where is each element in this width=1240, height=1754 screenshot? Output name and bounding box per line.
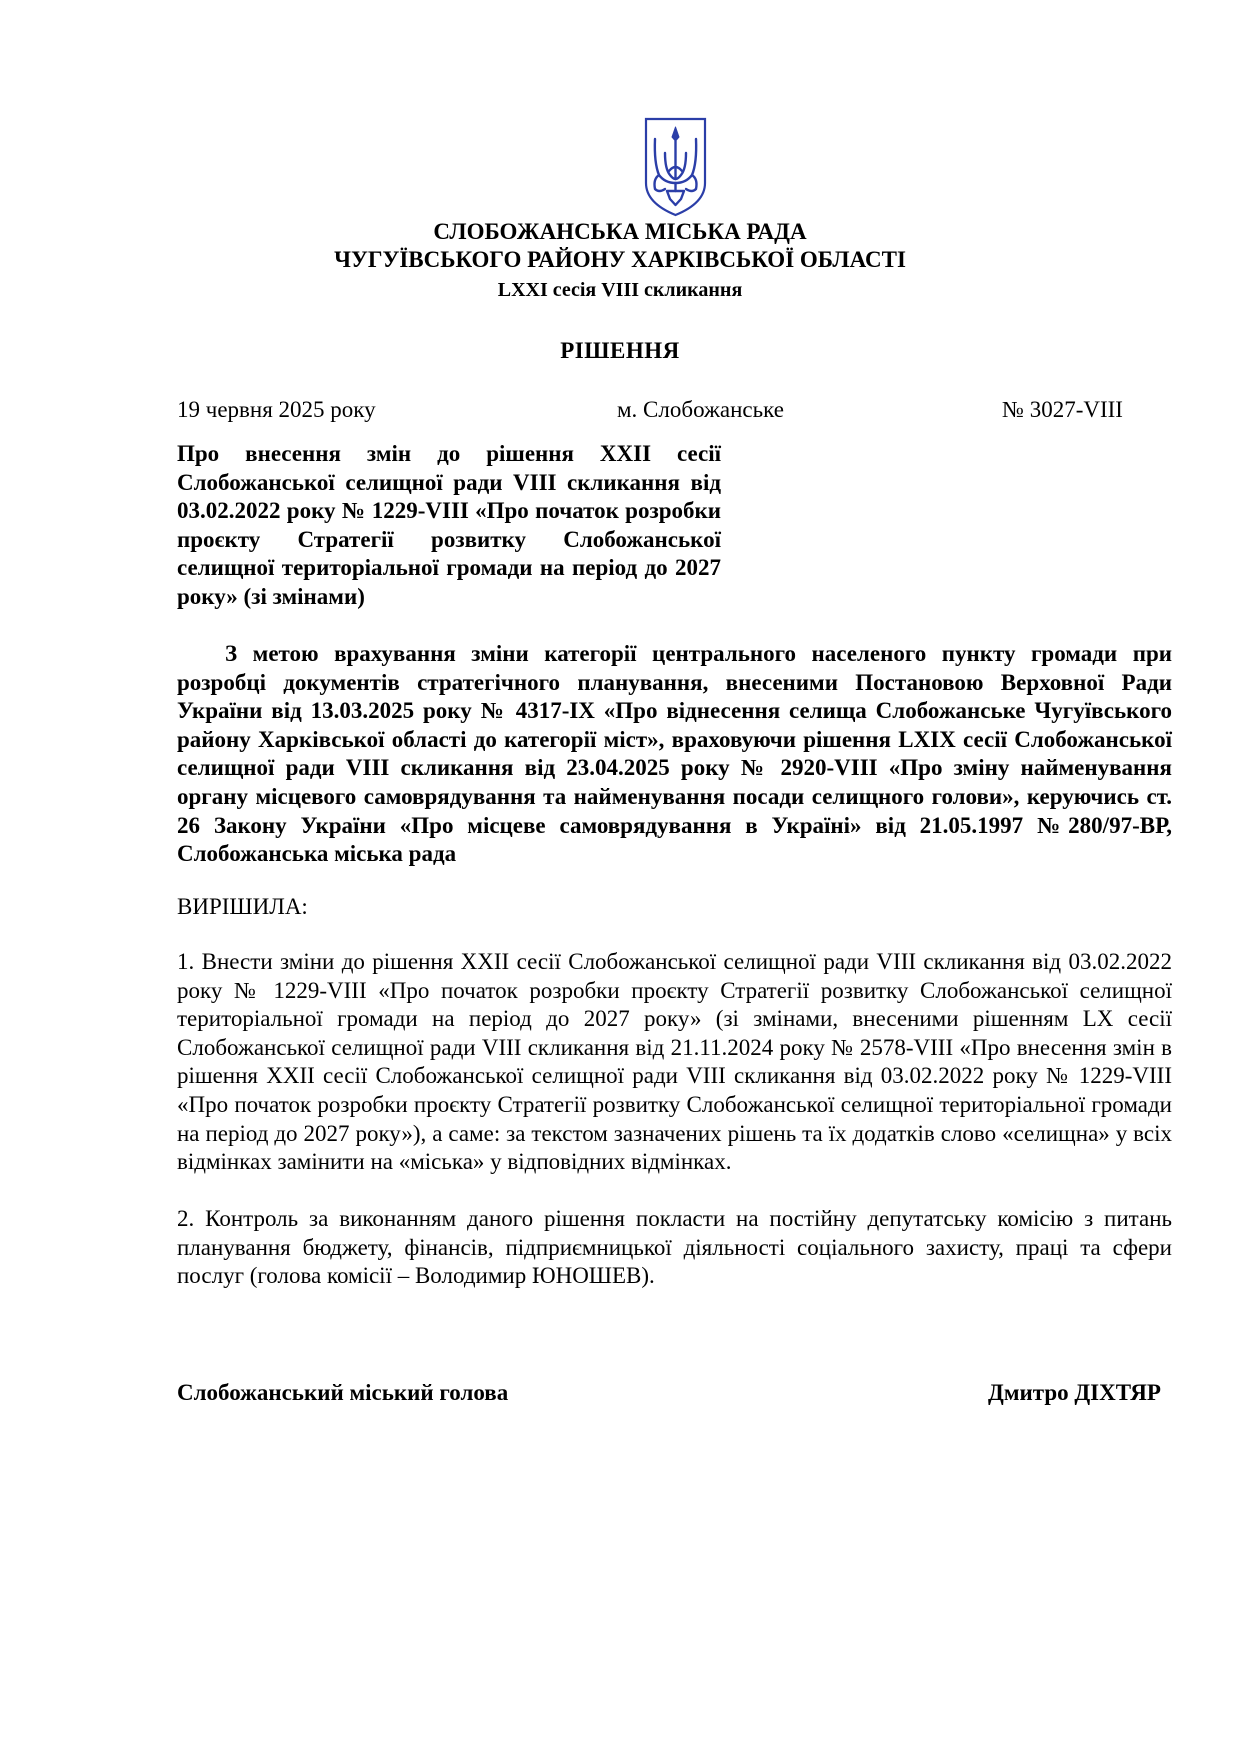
decided-label: ВИРІШИЛА:	[177, 894, 308, 919]
session-line: LXXI сесія VIII скликання	[497, 279, 743, 301]
decision-preamble: З метою врахування зміни категорії центрального населеного пункту громади при розробці документів стратегічного планування, внесеними Постановою Верховної Ради України від 13.03.2025 року № 4317-IX «Про віднесення селища Слобожанське Чугуївського району Харківської області до категорії міст», враховуючи рішення LXIX сесії Слобожанської селищної ради VIII скликання від 23.04.2025 року № 2920-VIII «Про зміну найменування органу місцевого самоврядування та найменування посади селищного голови», керуючись ст. 26 Закону України «Про місцеве самоврядування в Україні» від 21.05.1997 №280/97-ВР, Слобожанська міська рада	[177, 641, 1172, 867]
council-district: ЧУГУЇВСЬКОГО РАЙОНУ ХАРКІВСЬКОЇ ОБЛАСТІ	[334, 247, 906, 272]
document-date: 19 червня 2025 року	[177, 397, 376, 422]
decision-item-1: 1. Внести зміни до рішення XXII сесії Слобожанської селищної ради VIII скликання від 03.02.2022 року № 1229-VIII «Про початок розробки проєкту Стратегії розвитку Слобожанської селищної територіальної громади на період до 2027 року» (зі змінами, внесеними рішенням LX сесії Слобожанської селищної ради VIII скликання від 21.11.2024 року № 2578-VIII «Про внесення змін в рішення XXII сесії Слобожанської селищної ради VIII скликання від 03.02.2022 року № 1229-VIII «Про початок розробки проєкту Стратегії розвитку Слобожанської селищної територіальної громади на період до 2027 року»), а саме: за текстом зазначених рішень та їх додатків слово «селищна» у всіх відмінках замінити на «міська» у відповідних відмінках.	[177, 949, 1172, 1175]
decision-subject: Про внесення змін до рішення XXII сесії Слобожанської селищної ради VIII скликання від 03.02.2022 року № 1229-VIII «Про початок розробки проєкту Стратегії розвитку Слобожанської селищної територіальної громади на період до 2027 року» (зі змінами)	[177, 441, 721, 609]
document-type-title: РІШЕННЯ	[560, 338, 680, 363]
decision-item-2: 2. Контроль за виконанням даного рішення покласти на постійну депутатську комісію з питань планування бюджету, фінансів, підприємницької діяльності соціального захисту, праці та сфери послуг (голова комісії – Володимир ЮНОШЕВ).	[177, 1206, 1172, 1289]
document-place: м. Слобожанське	[617, 397, 784, 422]
document-number: № 3027-VIII	[1002, 397, 1123, 422]
ukraine-trident-emblem-icon	[643, 117, 708, 217]
signatory-role: Слобожанський міський голова	[177, 1380, 509, 1405]
signatory-name: Дмитро ДІХТЯР	[988, 1380, 1161, 1405]
council-name: СЛОБОЖАНСЬКА МІСЬКА РАДА	[433, 219, 807, 244]
